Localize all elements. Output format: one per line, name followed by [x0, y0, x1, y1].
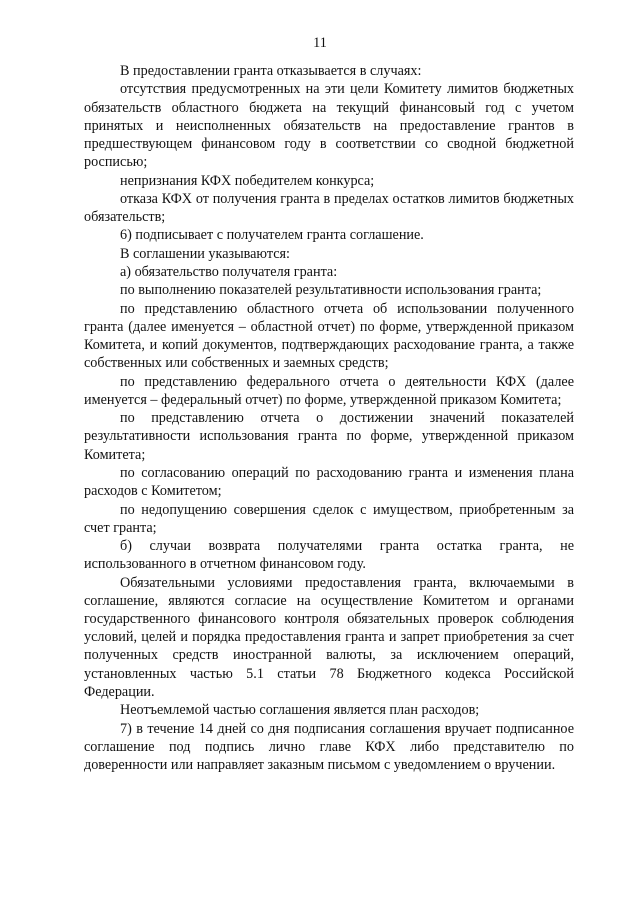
paragraph-refusal-not-winner: непризнания КФХ победителем конкурса;: [120, 172, 375, 189]
page-number: 11: [313, 35, 327, 51]
paragraph-property-transactions: по недопущению совершения сделок с имуществом, приобретенным за счет гранта;: [84, 501, 574, 536]
paragraph-refusal-intro: В предоставлении гранта отказывается в случаях:: [120, 63, 422, 79]
paragraph-mandatory-conditions: Обязательными условиями предоставления гранта, включаемыми в соглашение, являются согласие на осуществление Комитетом и органами государственного финансового контроля обязательных проверок соблюдения условий, целей и порядка предоставления гранта и запрет приобретения за счет полученных средств иностранной валюты, за исключением операций, установленных частью 5.1 статьи 78 Бюджетного кодекса Российской Федерации.: [84, 574, 574, 700]
paragraph-refusal-no-limits: отсутствия предусмотренных на эти цели Комитету лимитов бюджетных обязательств областного бюджета на текущий финансовый год с учетом принятых и неисполненных обязательств на предоставление грантов в предшествующем финансовом году в соответствии со сводной бюджетной росписью;: [84, 81, 574, 171]
paragraph-indicator-report: по представлению отчета о достижении значений показателей результативности использования гранта по форме, утвержденной приказом Комитета;: [84, 410, 574, 463]
paragraph-refusal-declined: отказа КФХ от получения гранта в пределах остатков лимитов бюджетных обязательств;: [84, 190, 574, 226]
paragraph-obligation-a: а) обязательство получателя гранта:: [120, 264, 338, 281]
paragraph-regional-report: по представлению областного отчета об использовании полученного гранта (далее именуется – областной отчет) по форме, утвержденной приказом Комитета, и копий документов, подтверждающих расходование гранта, а также собственных или собственных и заемных средств;: [84, 300, 574, 372]
document-body: [84, 62, 574, 774]
paragraph-item-6: 6) подписывает с получателем гранта соглашение.: [120, 227, 424, 244]
paragraph-performance-indicators: по выполнению показателей результативности использования гранта;: [120, 282, 542, 299]
paragraph-agreement-contents: В соглашении указываются:: [120, 245, 290, 262]
paragraph-expense-plan: Неотъемлемой частью соглашения является план расходов;: [120, 702, 480, 719]
paragraph-item-7: 7) в течение 14 дней со дня подписания соглашения вручает подписанное соглашение под подпись лично главе КФХ либо представителю по доверенности или направляет заказным письмом с уведомлением о вручении.: [84, 720, 574, 773]
paragraph-federal-report: по представлению федерального отчета о деятельности КФХ (далее именуется – федеральный отчет) по форме, утвержденной приказом Комитета;: [84, 373, 574, 408]
paragraph-expense-approval: по согласованию операций по расходованию гранта и изменения плана расходов с Комитетом;: [84, 465, 574, 500]
paragraph-return-cases: б) случаи возврата получателями гранта остатка гранта, не использованного в отчетном финансовом году.: [84, 538, 574, 573]
